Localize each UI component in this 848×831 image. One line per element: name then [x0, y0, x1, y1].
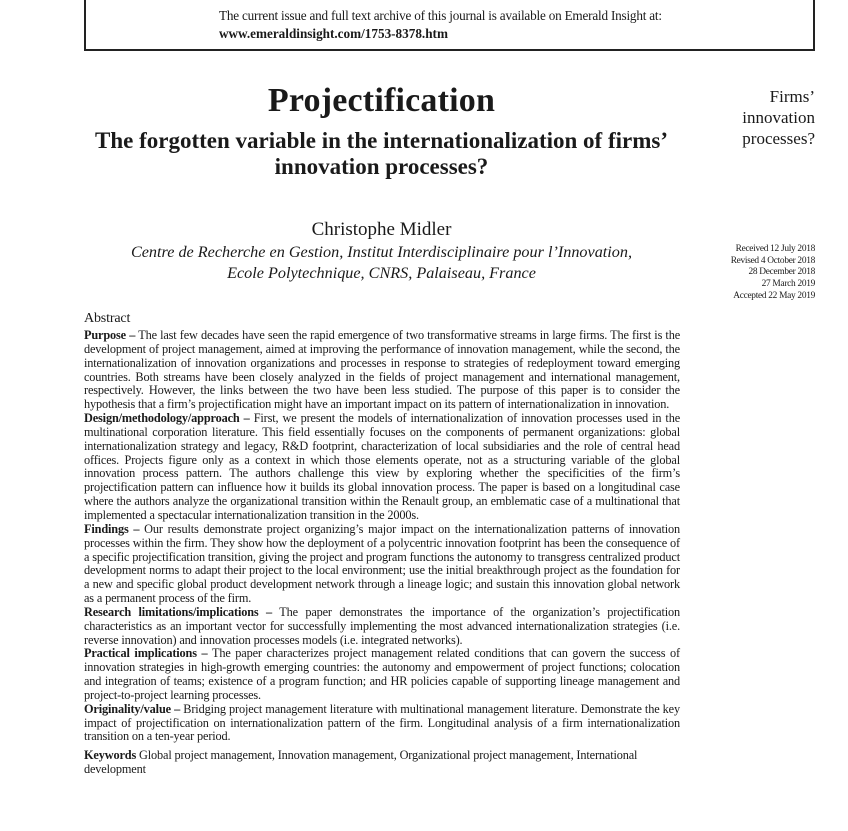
section-text: The paper characterizes project management related conditions that can govern the success of innovation strategies in high-growth emerging countries: the autonomy and empowerment of project functions; colocation and integration of teams; existence of a program function; and HR policies capable of supporting lineage management and project-to-project learning processes. [84, 646, 680, 702]
journal-notice-box [84, 0, 815, 51]
affiliation-line-2: Ecole Polytechnique, CNRS, Palaiseau, France [227, 264, 536, 282]
section-text: First, we present the models of internationalization of innovation processes used in the multinational corporation literature. This field essentially focuses on the components of permanent organizations: global internationalization strategy and legacy, R&D footprint, characterization of local subsidiaries and the role of central head offices. Projects figure only as a context in which those elements operate, not as a structuring variable of the global innovation process pattern. The authors challenge this view by exploring whether the specificities of the firm’s projectification pattern can influence how it builds its global innovation process. The paper is based on a longitudinal case where the authors analyze the organizational transition within the Renault group, an emblematic case of a multinational that implemented a spectacular internationalization transition in the 2000s. [84, 411, 681, 522]
running-head: Firms’ innovation processes? [742, 87, 815, 148]
section-label: Findings – [84, 521, 140, 536]
journal-notice-text: The current issue and full text archive of this journal is available on Emerald Insight at: [219, 8, 662, 23]
date-revised: Revised 4 October 2018 [730, 255, 815, 266]
section-text: The paper demonstrates the importance of the organization’s projectification characteristics as an important vector for successfully implementing the most advanced internationalization strategies (i.e. reverse innovation) and innovation processes models (i.e. integrated networks). [84, 604, 680, 647]
abstract [84, 311, 680, 777]
date-accepted: Accepted 22 May 2019 [733, 290, 815, 301]
journal-url[interactable]: www.emeraldinsight.com/1753-8378.htm [219, 26, 448, 41]
abstract-originality [84, 703, 680, 745]
abstract-heading: Abstract [84, 311, 131, 326]
author-affiliation [84, 242, 679, 284]
section-text: Our results demonstrate project organizing’s major impact on the internationalization patterns of innovation processes within the firm. They show how the deployment of a polycentric innovation footprint has been the consequence of a specific projectification transition, giving the project and program functions the autonomy to transgress centralized product development norms to adapt their project to the local environment; use the initial breakthrough project as the foundation for a new and specific global product development network through a lineage logic; and sustain this innovation global network as a permanent process of the firm. [84, 521, 680, 606]
date-revised: 28 December 2018 [748, 267, 815, 278]
section-text: Bridging project management literature with multinational management literature. Demonstrate the key impact of projectification on internationalization pattern of the firm. Longitudinal analysis of a firm internationalization transition on a ten-year period. [84, 701, 680, 744]
abstract-purpose [84, 329, 680, 412]
section-label: Originality/value – [84, 701, 181, 716]
keywords [84, 749, 680, 777]
date-revised: 27 March 2019 [761, 279, 815, 290]
paper-title: Projectification [267, 82, 496, 119]
abstract-findings [84, 523, 680, 606]
abstract-practical [84, 647, 680, 702]
author-name: Christophe Midler [311, 219, 452, 240]
section-label: Purpose – [84, 328, 136, 342]
section-label: Design/methodology/approach – [84, 411, 250, 426]
abstract-limitations [84, 606, 680, 648]
section-text: The last few decades have seen the rapid emergence of two transformative streams in large firms. The first is the development of project management, aimed at improving the performance of innovation management, while the second, the internationalization of innovation organizations and processes in response to strategies of redeployment toward emerging countries. Both streams have been closely analyzed in the fields of project management and international management, respectively. However, the links between the two have been less studied. The purpose of this paper is to consider the hypothesis that a firm’s projectification might have an important impact on its pattern of internationalization in innovation. [84, 328, 680, 412]
abstract-design [84, 412, 680, 523]
date-received: Received 12 July 2018 [735, 244, 815, 254]
keywords-label: Keywords [84, 748, 137, 763]
paper-subtitle: The forgotten variable in the internationalization of firms’ innovation processes? [94, 128, 668, 179]
affiliation-line-1: Centre de Recherche en Gestion, Institut Interdisciplinaire pour l’Innovation, [130, 243, 633, 261]
keywords-text: Global project management, Innovation management, Organizational project management, International development [84, 748, 638, 777]
article-history [680, 244, 815, 303]
section-label: Practical implications – [84, 646, 208, 661]
section-label: Research limitations/implications – [84, 604, 272, 619]
